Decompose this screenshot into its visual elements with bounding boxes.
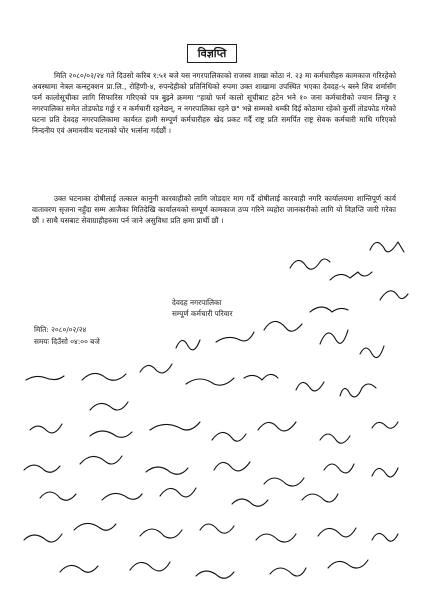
signature-30 bbox=[264, 478, 304, 486]
signature-48 bbox=[270, 568, 306, 576]
signature-43 bbox=[318, 528, 356, 537]
signature-10 bbox=[360, 346, 384, 358]
signature-38 bbox=[24, 534, 62, 542]
signature-28 bbox=[146, 467, 188, 474]
signature-41 bbox=[200, 524, 234, 533]
signature-44 bbox=[372, 533, 398, 541]
signature-22 bbox=[212, 432, 246, 441]
issuer-municipality: देवदह नगरपालिका bbox=[172, 298, 222, 307]
signature-1 bbox=[290, 259, 330, 269]
notice-paragraph-1: मिति २०८०/०२/२४ गते दिउसो करिब १:५१ बजे यस नगरपालिकाको राजस्व शाखा कोठा नं. २३ मा कर्मचारीहरु कामकाज गरिरहेको अवस्थामा नेत्रल कन्स्ट्रक्शन प्रा.लि., रोहिणी-४, रुपन्देहीको प्रतिनिधिको रुपमा उक्त शाखामा उपस्थित भएका देवदह-५ बस्ने शिव शर्मासँग फर्म कालोसूचीका लागि सिफारिस गरिएको पत्र बुझ्ने क्रममा "हाम्रो फर्म कालो सूचीबाट हटेन भने १० जना कर्मचारीको ज्यान लिन्छु र नगरपालिका समेत तोडफोड गर्छु र न कर्मचारी रहनेछन्, न नगरपालिका रहने छ" भन्ने सम्मको धम्की दिई कोठामा रहेको कुर्सी तोडफोड गरेको घटना प्रति देवदह नगरपालिकामा कार्यरत हामी सम्पूर्ण कर्मचारीहरु खेद प्रकट गर्दै राष्ट्र प्रति समर्पित राष्ट्र सेवक कर्मचारी माथि गरिएको निन्दनीय एवं अमानवीय घटनाको घोर भर्त्सना गर्दछौं । bbox=[32, 71, 396, 135]
signature-5 bbox=[310, 307, 348, 312]
signature-49 bbox=[328, 560, 368, 568]
signature-37 bbox=[302, 494, 338, 502]
signature-40 bbox=[140, 529, 182, 538]
signature-13 bbox=[140, 364, 172, 373]
notice-title: विज्ञप्ति bbox=[187, 44, 237, 63]
signature-34 bbox=[102, 493, 142, 500]
signature-42 bbox=[256, 534, 296, 542]
signature-18 bbox=[90, 402, 128, 410]
signature-32 bbox=[372, 468, 398, 477]
signature-15 bbox=[244, 374, 278, 380]
signature-39 bbox=[74, 523, 116, 530]
notice-paragraph-2: उक्त घटनाका दोषीलाई तत्काल कानुनी कारवाहीको लागि जोडदार माग गर्दै दोषीलाई कारवाही नगरि कार्यालयमा शान्तिपूर्ण कार्य वातावरण सृजना नहुँदा सम्म आजैका मितिदेखि कार्यालयको सम्पूर्ण कामकाज ठप्प गरिने व्यहोरा जानकारीको लागि यो विज्ञप्ति जारी गरेका छौं । साथै यसबाट सेवाग्राहीहरुमा पर्न जाने असुविधा प्रति क्षमा प्रार्थी छौं । bbox=[32, 194, 396, 225]
signature-33 bbox=[40, 492, 76, 500]
signature-31 bbox=[324, 464, 354, 473]
signature-46 bbox=[130, 562, 170, 571]
signature-11 bbox=[26, 376, 64, 380]
signature-12 bbox=[82, 373, 126, 380]
signature-3 bbox=[370, 242, 404, 252]
signature-6 bbox=[176, 340, 200, 350]
signature-19 bbox=[30, 424, 62, 433]
signature-23 bbox=[258, 422, 296, 431]
signature-14 bbox=[186, 378, 234, 385]
signature-24 bbox=[320, 434, 350, 443]
signature-2 bbox=[330, 272, 372, 280]
issuer-staff-family: सम्पूर्ण कर्मचारी परिवार bbox=[172, 309, 233, 318]
notice-date: मिति: २०८०/०२/२४ bbox=[34, 325, 87, 334]
signature-9 bbox=[320, 330, 348, 344]
signature-45 bbox=[60, 565, 98, 572]
signature-36 bbox=[232, 499, 268, 506]
signature-35 bbox=[160, 488, 196, 497]
signature-8 bbox=[264, 321, 302, 331]
signature-27 bbox=[80, 456, 122, 464]
signature-21 bbox=[150, 422, 200, 430]
signature-17 bbox=[340, 384, 376, 397]
signature-16 bbox=[296, 382, 324, 391]
signature-29 bbox=[214, 462, 250, 471]
signature-4 bbox=[380, 291, 408, 300]
signature-47 bbox=[196, 571, 234, 578]
signature-20 bbox=[90, 431, 132, 437]
signature-7 bbox=[216, 332, 254, 342]
notice-time: समयः दिउँसो ०४:०० बजे bbox=[34, 337, 100, 346]
signature-25 bbox=[372, 422, 398, 428]
signature-26 bbox=[24, 465, 60, 472]
